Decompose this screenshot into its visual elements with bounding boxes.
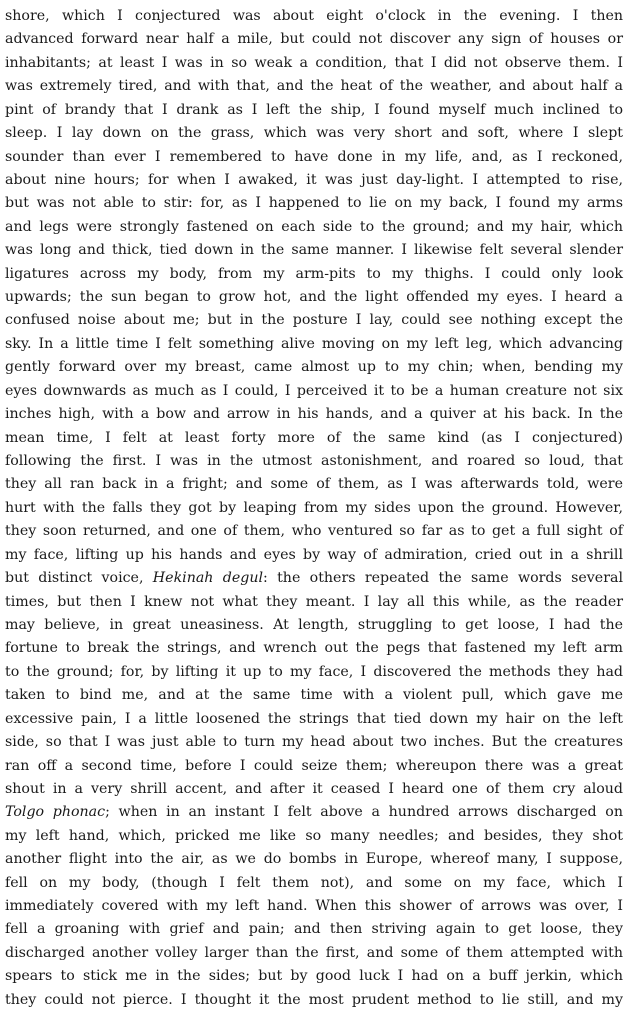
text-segment: eyes downwards as much as I could, I perceived it to be a human creature not six [5,382,623,399]
text-segment: hurt with the falls they got by leaping from my sides upon the ground. However, [5,499,623,516]
text-line [5,286,623,309]
text-line [5,146,623,169]
text-line [5,450,623,473]
text-segment: pint of brandy that I drank as I left the ship, I found myself much inclined to [5,101,623,118]
text-segment: inches high, with a bow and arrow in his hands, and a quiver at his back. In the [5,406,623,423]
text-segment: discharged another volley larger than the first, and some of them attempted with [5,944,623,961]
text-segment: ; when in an instant I felt above a hundred arrows discharged on [105,804,623,821]
text-line [5,965,623,988]
text-line [5,989,623,1012]
text-line [5,497,623,520]
text-segment: about nine hours; for when I awaked, it was just day-light. I attempted to rise, [5,171,623,188]
text-segment: advanced forward near half a mile, but could not discover any sign of houses or [5,31,623,48]
text-segment: ran off a second time, before I could seize them; whereupon there was a great [5,757,623,774]
text-segment: spears to stick me in the sides; but by good luck I had on a buff jerkin, which [5,968,623,985]
text-line [5,192,623,215]
text-segment: they could not pierce. I thought it the most prudent method to lie still, and my [5,991,623,1008]
text-segment: gently forward over my breast, came almost up to my chin; when, bending my [5,359,623,376]
text-line [5,263,623,286]
text-segment: upwards; the sun began to grow hot, and the light offended my eyes. I heard a [5,289,623,306]
text-segment: they all ran back in a fright; and some of them, as I was afterwards told, were [5,476,623,493]
text-line [5,427,623,450]
text-segment: was extremely tired, and with that, and the heat of the weather, and about half a [5,78,623,95]
text-line [5,755,623,778]
text-segment: fortune to break the strings, and wrench out the pegs that fastened my left arm [5,640,623,657]
text-line [5,216,623,239]
text-segment: excessive pain, I a little loosened the strings that tied down my hair on the left [5,710,623,727]
text-line [5,28,623,51]
text-line [5,614,623,637]
text-segment: sleep. I lay down on the grass, which was very short and soft, where I slept [5,125,623,142]
text-segment: side, so that I was just able to turn my head about two inches. But the creatures [5,734,623,751]
text-line [5,356,623,379]
text-segment: inhabitants; at least I was in so weak a condition, that I did not observe them. I [5,54,623,71]
text-segment: shore, which I conjectured was about eight o'clock in the evening. I then [5,8,623,24]
text-segment: immediately covered with my left hand. When this shower of arrows was over, I [5,898,623,915]
body-text [5,5,623,1012]
text-line [5,731,623,754]
text-line [5,544,623,567]
text-line [5,309,623,332]
text-line [5,520,623,543]
text-line [5,239,623,262]
text-segment: following the first. I was in the utmost astonishment, and roared so loud, that [5,453,623,470]
text-line [5,567,623,590]
text-segment: confused noise about me; but in the posture I lay, could see nothing except the [5,312,623,329]
text-segment: sounder than ever I remembered to have done in my life, and, as I reckoned, [5,148,623,165]
text-segment: and legs were strongly fastened on each side to the ground; and my hair, which [5,218,623,235]
text-line [5,848,623,871]
text-line [5,895,623,918]
text-segment: my face, lifting up his hands and eyes by way of admiration, cried out in a shrill [5,546,623,563]
text-line [5,169,623,192]
text-line [5,825,623,848]
text-line [5,684,623,707]
text-segment: to the ground; for, by lifting it up to my face, I discovered the methods they had [5,663,623,680]
text-line [5,333,623,356]
italic-phrase: Hekinah degul [152,570,263,587]
text-line [5,122,623,145]
text-segment: taken to bind me, and at the same time with a violent pull, which gave me [5,687,623,704]
text-segment: times, but then I knew not what they meant. I lay all this while, as the reader [5,593,623,610]
text-segment: : the others repeated the same words several [263,570,623,587]
text-line [5,942,623,965]
text-line [5,591,623,614]
italic-phrase: Tolgo phonac [5,804,106,821]
text-line [5,5,623,28]
text-line [5,661,623,684]
text-line [5,778,623,801]
text-line [5,473,623,496]
text-line [5,403,623,426]
text-line [5,708,623,731]
text-segment: my left hand, which, pricked me like so many needles; and besides, they shot [5,827,623,844]
text-segment: mean time, I felt at least forty more of the same kind (as I conjectured) [5,429,623,446]
text-segment: shout in a very shrill accent, and after it ceased I heard one of them cry aloud [5,780,623,797]
text-segment: another flight into the air, as we do bombs in Europe, whereof many, I suppose, [5,851,623,868]
text-line [5,918,623,941]
text-line [5,99,623,122]
text-line [5,872,623,895]
text-line [5,380,623,403]
text-segment: was long and thick, tied down in the same manner. I likewise felt several slender [5,242,623,259]
text-segment: but was not able to stir: for, as I happened to lie on my back, I found my arms [5,195,623,212]
text-segment: sky. In a little time I felt something alive moving on my left leg, which advancing [5,335,623,352]
text-segment: they soon returned, and one of them, who ventured so far as to get a full sight of [5,523,623,540]
text-line [5,52,623,75]
text-segment: fell a groaning with grief and pain; and then striving again to get loose, they [5,921,623,938]
text-segment: but distinct voice, [5,570,153,587]
text-line [5,75,623,98]
text-line [5,637,623,660]
text-segment: fell on my body, (though I felt them not), and some on my face, which I [5,874,623,891]
text-segment: ligatures across my body, from my arm-pits to my thighs. I could only look [5,265,623,282]
text-line [5,801,623,824]
text-segment: may believe, in great uneasiness. At length, struggling to get loose, I had the [5,616,623,633]
